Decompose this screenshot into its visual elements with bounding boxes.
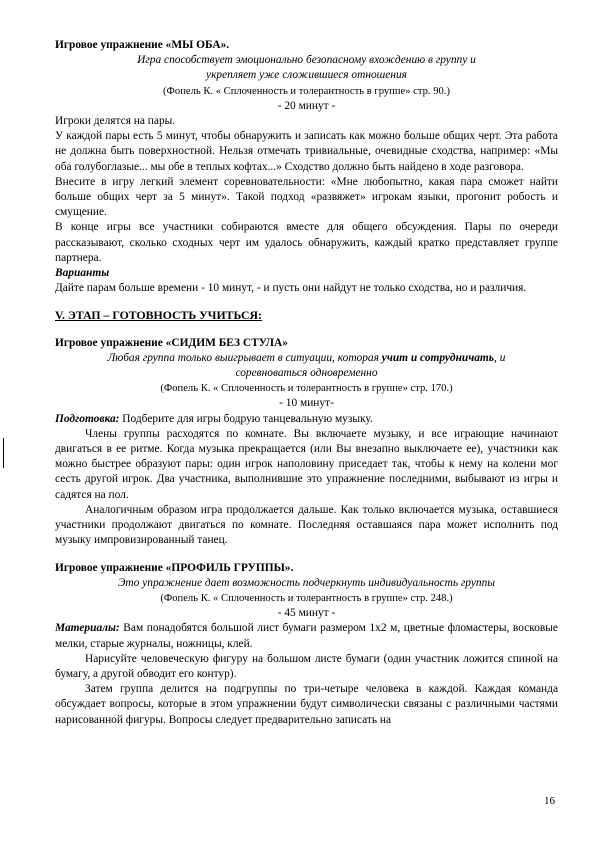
intro-text: , и <box>494 351 506 364</box>
variants-label: Варианты <box>55 267 110 280</box>
paragraph: Нарисуйте человеческую фигуру на большом листе бумаги (один участник ложится спиной на бумагу, а другой обводит его контур). <box>55 652 558 680</box>
paragraph: Игроки делятся на пары. <box>55 115 176 128</box>
paragraph: Затем группа делится на подгруппы по три-четыре человека в каждой. Каждая команда обсуждает вопросы, которые в этом упражнении будут символически связаны с различными частями нарисованной фигуры. Вопросы следует предварительно записать на <box>55 683 558 726</box>
document-page <box>55 38 558 728</box>
exercise-duration: - 20 минут - <box>277 99 336 112</box>
exercise-duration: - 10 минут- <box>279 397 334 410</box>
exercise-duration: - 45 минут - <box>277 607 336 620</box>
intro-emphasis: учит и сотрудничать <box>381 351 494 364</box>
paragraph: Дайте парам больше времени - 10 минут, - и пусть они найдут не только сходства, но и различия. <box>55 282 527 295</box>
margin-mark <box>3 438 4 468</box>
exercise-intro <box>55 351 558 366</box>
paragraph <box>55 412 558 427</box>
paragraph <box>55 621 558 651</box>
intro-text: Любая группа только выигрывает в ситуации, которая <box>107 351 382 364</box>
exercise-intro: укрепляет уже сложившиеся отношения <box>206 69 407 82</box>
preparation-label: Подготовка: <box>55 412 120 425</box>
exercise-source: (Фопель К. « Сплоченность и толерантность в группе» стр. 90.) <box>163 85 450 97</box>
exercise-intro: Игра способствует эмоционально безопасному вхождению в группу и <box>137 54 476 67</box>
exercise-source: (Фопель К. « Сплоченность и толерантность в группе» стр. 248.) <box>160 592 453 604</box>
stage-heading: V. ЭТАП – ГОТОВНОСТЬ УЧИТЬСЯ: <box>55 308 262 323</box>
exercise-title: Игровое упражнение «ПРОФИЛЬ ГРУППЫ». <box>55 561 294 574</box>
exercise-intro: соревноваться одновременно <box>235 367 378 380</box>
materials-label: Материалы: <box>55 622 120 635</box>
preparation-text: Подберите для игры бодрую танцевальную музыку. <box>119 412 373 425</box>
exercise-source: (Фопель К. « Сплоченность и толерантность в группе» стр. 170.) <box>160 383 453 395</box>
paragraph: Аналогичным образом игра продолжается дальше. Как только включается музыка, оставшиеся участники продолжают двигаться по комнате. Последняя оставшаяся пара может исполнить под музыку импровизированный танец. <box>55 503 558 547</box>
exercise-intro: Это упражнение дает возможность подчеркнуть индивидуальность группы <box>117 576 496 589</box>
exercise-title: Игровое упражнение «МЫ ОБА». <box>55 39 230 51</box>
paragraph: Внесите в игру легкий элемент соревновательности: «Мне любопытно, какая пара сможет найти больше общих черт за 5 минут». Такой подход «развяжет» игрокам языки, прогонит робость и смущение. <box>55 175 558 219</box>
paragraph: У каждой пары есть 5 минут, чтобы обнаружить и записать как можно больше общих черт. Эта работа не должна быть поверхностной. Нельзя отмечать тривиальные, очевидные сходства, например: «Мы оба голубоглазые... мы обе в теплых кофтах...» Сходство должно быть найдено в ходе разговора. <box>55 130 558 173</box>
paragraph: В конце игры все участники собираются вместе для общего обсуждения. Пары по очереди рассказывают, сколько сходных черт им удалось обнаружить, каждый кратко представляет группе партнера. <box>55 221 558 264</box>
exercise-title: Игровое упражнение «СИДИМ БЕЗ СТУЛА» <box>55 336 288 349</box>
materials-text: Вам понадобятся большой лист бумаги размером 1х2 м, цветные фломастеры, восковые мелки, старые журналы, ножницы, клей. <box>55 622 558 650</box>
page-number: 16 <box>544 795 555 807</box>
paragraph: Члены группы расходятся по комнате. Вы включаете музыку, и все играющие начинают двигаться в ее ритме. Когда музыка прекращается (или Вы внезапно выключаете ее), участники как можно быстрее образуют пары: один игрок наполовину приседает так, чтобы к нему на колени мог сесть другой игрок. Два участника, выполнившие это упражнение последними, выбывают из игры и садятся на пол. <box>55 427 558 501</box>
